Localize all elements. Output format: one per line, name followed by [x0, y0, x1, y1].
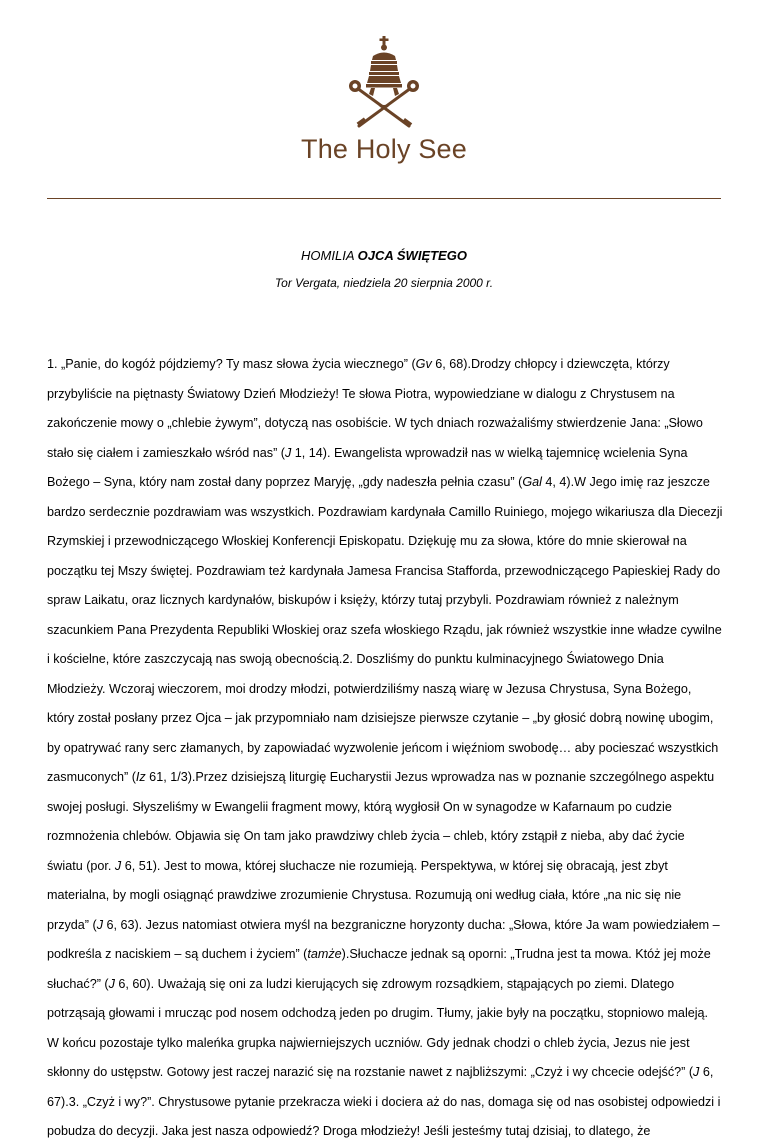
- citation-ref: Gal: [522, 475, 542, 489]
- body-text-segment: szacunkiem Pana Prezydenta Republiki Włoskiej oraz szefa włoskiego Rządu, jak również wszystkie inne władze cywilne: [47, 622, 722, 637]
- body-text-segment: 1, 14). Ewangelista wprowadził nas w wielką tajemnicę wcielenia Syna: [291, 445, 688, 460]
- body-text-segment: i kościelne, które zaszczycają nas swoją obecnością.2. Doszliśmy do punktu kulminacyjnego Światowego Dnia: [47, 652, 664, 666]
- body-line: [47, 675, 723, 705]
- body-line: [47, 822, 723, 852]
- body-text-segment: przyda” (: [47, 917, 97, 932]
- body-text-segment: skłonny do ustępstw. Gotowy jest raczej narazić się na rozstanie nawet z najbliższymi: „Czyż i wy chcecie odejść?” (: [47, 1065, 694, 1079]
- body-text-segment: stało się ciałem i zamieszkało wśród nas” (: [47, 445, 285, 460]
- body-text-segment: 67).3. „Czyż i wy?”. Chrystusowe pytanie przekracza wieki i dociera aż do nas, domaga się od nas osobistej odpowiedzi i: [47, 1094, 721, 1109]
- body-line: [47, 1058, 723, 1088]
- body-text-segment: 61, 1/3).Przez dzisiejszą liturgię Eucharystii Jezus wprowadza nas w poznanie szczególnego aspektu: [145, 770, 715, 784]
- body-text-segment: początku tej Mszy świętej. Pozdrawiam też kardynała Jamesa Francisa Stafforda, przewodniczącego Papieskiej Rady do: [47, 563, 721, 578]
- citation-ref: Iz: [135, 770, 146, 784]
- body-text-segment: 4, 4).W Jego imię raz jeszcze: [541, 475, 710, 489]
- body-text-segment: materialna, by mogli osiągnąć prawdziwe zrozumienie Chrystusa. Rozumują oni według ciała, które „na nic się nie: [47, 888, 682, 902]
- body-line: [47, 793, 723, 823]
- body-text-segment: spraw Laikatu, oraz licznych kardynałów, biskupów i księży, którzy tutaj przybyli. Pozdrawiam również z należnym: [47, 593, 679, 607]
- body-text-segment: swojej posługi. Słyszeliśmy w Ewangelii fragment mowy, którą wygłosił On w synagodze w Kafarnaum po cudzie: [47, 799, 672, 814]
- homily-title: [0, 248, 768, 263]
- body-text-segment: 6, 68).Drodzy chłopcy i dziewczęta, którzy: [431, 357, 670, 371]
- citation-ref: tamże: [307, 947, 342, 961]
- body-text-segment: rozmnożenia chlebów. Objawia się On tam jako prawdziwy chleb życia – chleb, który zstąpił z nieba, aby dać życie: [47, 829, 685, 843]
- body-text-segment: by opatrywać rany serc złamanych, by zapowiadać wyzwolenie jeńcom i więźniom swobodę… aby pocieszać wszystkich: [47, 740, 719, 755]
- body-line: [47, 734, 723, 764]
- header-divider: [47, 198, 721, 199]
- body-line: [47, 940, 723, 970]
- citation-ref: J: [96, 917, 103, 932]
- homily-body: [47, 350, 723, 1147]
- papal-tiara-keys-icon: [335, 36, 433, 132]
- body-text-segment: potrząsają głowami i mrucząc pod nosem odchodzą jeden po drugim. Tłumy, jakie były na początku, stopniowo maleją.: [47, 1006, 709, 1020]
- body-line: [47, 1117, 723, 1147]
- homily-title-prefix: HOMILIA: [301, 248, 358, 263]
- body-text-segment: słuchać?” (: [47, 976, 109, 991]
- body-text-segment: który został posłany przez Ojca – jak przypomniało nam dzisiejsze pierwsze czytanie – „by głosić dobrą nowinę ubogim,: [47, 711, 714, 725]
- body-text-segment: podkreśla z naciskiem – są duchem i życiem” (: [47, 947, 308, 961]
- citation-ref: J: [693, 1065, 700, 1079]
- body-text-segment: Młodzieży. Wczoraj wieczorem, moi drodzy młodzi, potwierdziliśmy naszą wiarę w Jezusa Chrystusa, Syna Bożego,: [47, 681, 692, 696]
- body-text-segment: Bożego – Syna, który nam został dany poprzez Maryję, „gdy nadeszła pełnia czasu” (: [47, 475, 523, 489]
- body-line: [47, 557, 723, 587]
- body-text-segment: światu (por.: [47, 858, 115, 873]
- body-text-segment: pobudza do decyzji. Jaka jest nasza odpowiedź? Droga młodzieży! Jeśli jesteśmy tutaj dzisiaj, to dlatego, że: [47, 1124, 651, 1138]
- body-text-segment: bardzo serdecznie pozdrawiam was wszystkich. Pozdrawiam kardynała Camillo Ruiniego, mojego wikariusza dla Diecezji: [47, 504, 723, 519]
- body-text-segment: zakończenie mowy o „chlebie żywym”, dotyczą nas osobiście. W tych dniach rozważaliśmy stwierdzenie Jana: „Słowo: [47, 416, 703, 430]
- body-line: [47, 439, 723, 469]
- body-text-segment: 6, 63). Jezus natomiast otwiera myśl na bezgraniczne horyzonty ducha: „Słowa, które Ja wam powiedziałem –: [102, 917, 720, 932]
- body-line: [47, 380, 723, 410]
- body-line: [47, 763, 723, 793]
- body-text-segment: 1. „Panie, do kogóż pójdziemy? Ty masz słowa życia wiecznego” (: [47, 357, 416, 371]
- body-line: [47, 911, 723, 941]
- body-line: [47, 970, 723, 1000]
- body-line: [47, 704, 723, 734]
- body-text-segment: W końcu pozostaje tylko maleńka grupka najwierniejszych uczniów. Gdy jednak chodzi o chleb życia, Jezus nie jest: [47, 1035, 690, 1050]
- citation-ref: J: [108, 976, 115, 991]
- body-line: [47, 409, 723, 439]
- body-line: [47, 999, 723, 1029]
- body-text-segment: przybyliście na piętnasty Światowy Dzień Młodzieży! Te słowa Piotra, wypowiedziane w dialogu z Chrystusem na: [47, 386, 675, 401]
- site-title: The Holy See: [301, 134, 467, 164]
- body-line: [47, 1029, 723, 1059]
- body-line: [47, 1088, 723, 1118]
- body-text-segment: ).Słuchacze jednak są oporni: „Trudna jest ta mowa. Któż jej może: [341, 947, 711, 961]
- body-text-segment: 6,: [699, 1065, 714, 1079]
- body-line: [47, 852, 723, 882]
- body-line: [47, 586, 723, 616]
- body-line: [47, 881, 723, 911]
- body-line: [47, 468, 723, 498]
- citation-ref: Gv: [415, 357, 432, 371]
- body-line: [47, 498, 723, 528]
- body-text-segment: 6, 60). Uważają się oni za ludzi kierujących się zdrowym rozsądkiem, stąpających po ziemi. Dlatego: [114, 976, 675, 991]
- body-text-segment: zasmuconych” (: [47, 770, 136, 784]
- homily-subtitle: Tor Vergata, niedziela 20 sierpnia 2000 r.: [274, 276, 494, 290]
- body-text-segment: 6, 51). Jest to mowa, której słuchacze nie rozumieją. Perspektywa, w której się obracają, jest zbyt: [121, 858, 668, 873]
- citation-ref: J: [284, 445, 292, 460]
- body-line: [47, 350, 723, 380]
- body-line: [47, 527, 723, 557]
- citation-ref: J: [114, 858, 122, 873]
- body-line: [47, 616, 723, 646]
- homily-title-strong: OJCA ŚWIĘTEGO: [357, 248, 467, 263]
- body-text-segment: Rzymskiej i przewodniczącego Włoskiej Konferencji Episkopatu. Dziękuję mu za słowa, które do mnie skierował na: [47, 534, 687, 548]
- body-line: [47, 645, 723, 675]
